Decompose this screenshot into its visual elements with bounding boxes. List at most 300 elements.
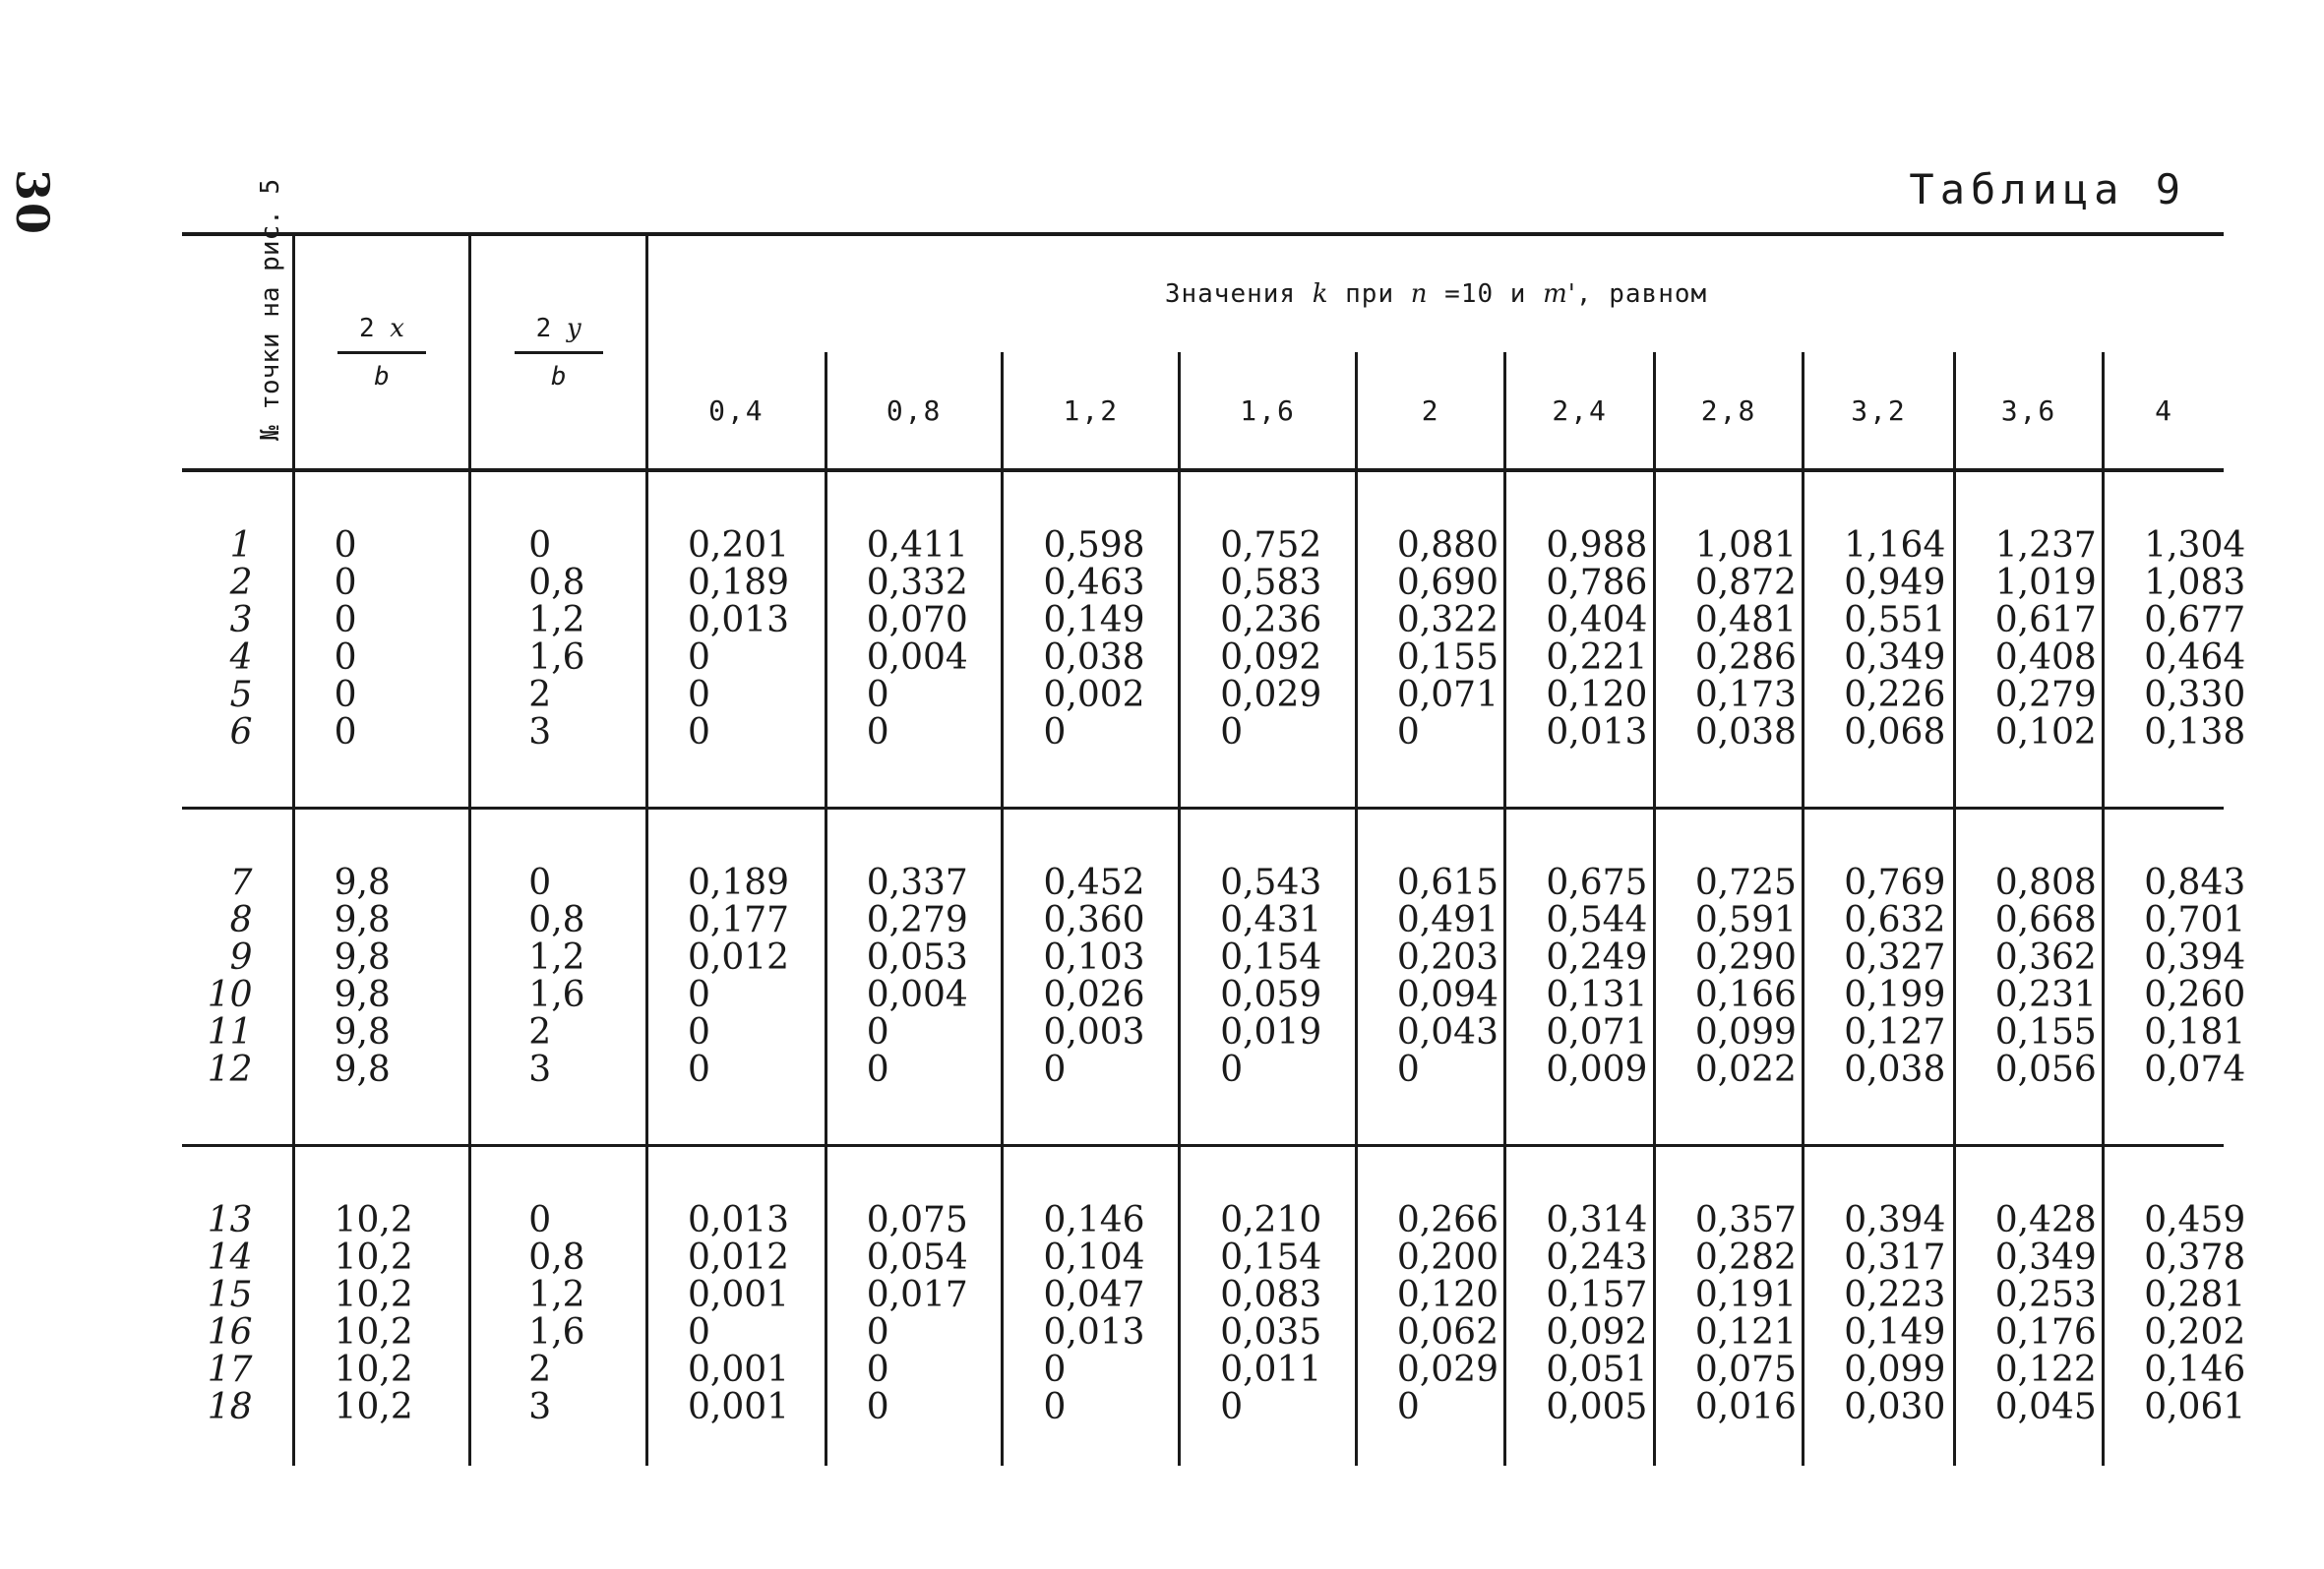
m-value-header: 3,2 [1804,352,1954,470]
span-suffix: , равном [1575,279,1708,309]
k-value-cell-entry: 0,236 [1220,600,1322,640]
k-value-cell-entry: 0,260 [2144,975,2246,1015]
k-value-cell-entry: 0,154 [1220,937,1322,978]
m-value-header: 2,4 [1505,352,1654,470]
y-ratio-cell-entry: 3 [528,712,552,753]
k-value-cell-entry: 0,005 [1546,1387,1648,1427]
k-value-cell-entry: 0,349 [1844,637,1946,678]
y-ratio-cell [470,1146,647,1467]
k-value-cell [1954,470,2103,809]
k-value-cell-entry: 0,053 [866,937,968,978]
k-value-cell-entry: 0 [1043,1050,1067,1090]
page-number: 30 [6,169,59,237]
y-ratio-cell-entry: 2 [528,675,552,715]
k-value-cell-entry: 0 [688,1050,710,1090]
point-number-cell-entry: 13 [207,1200,253,1240]
k-value-cell-entry: 0,279 [1994,675,2097,715]
y-ratio-cell-entry: 1,6 [528,975,585,1015]
k-value-cell-entry: 0,199 [1844,975,1946,1015]
k-value-cell-entry: 0,173 [1694,675,1797,715]
x-ratio-cell-entry: 10,2 [334,1275,413,1315]
k-value-cell-entry: 0,202 [2144,1312,2246,1353]
k-value-cell-entry: 0,038 [1694,712,1797,753]
k-value-cell-entry: 0,103 [1043,937,1145,978]
y-ratio-numerator [515,314,603,354]
k-value-cell-entry: 0,223 [1844,1275,1946,1315]
k-value-cell-entry: 0,949 [1844,563,1946,603]
k-value-cell-entry: 0,149 [1043,600,1145,640]
k-value-cell-entry: 0,327 [1844,937,1946,978]
k-value-cell-entry: 1,164 [1844,525,1946,566]
point-number-cell-entry: 15 [207,1275,253,1315]
k-value-cell-entry: 0,013 [688,600,790,640]
y-ratio-cell-entry: 0,8 [528,1237,585,1278]
k-value-cell-entry: 0,017 [866,1275,968,1315]
k-value-cell-entry: 0 [1396,1050,1420,1090]
k-value-cell-entry: 0,843 [2144,863,2246,903]
k-value-cell-entry: 0,062 [1396,1312,1498,1353]
point-number-cell-entry: 18 [207,1387,253,1427]
k-value-cell-entry: 0,725 [1694,863,1797,903]
k-value-cell [1505,1146,1654,1467]
k-value-cell-entry: 0,617 [1994,600,2097,640]
k-value-cell-entry: 0,411 [866,525,968,566]
y-ratio-cell [470,809,647,1146]
k-value-cell-entry: 0,026 [1043,975,1145,1015]
k-value-cell-entry: 0,035 [1220,1312,1322,1353]
k-value-cell [1954,1146,2103,1467]
y-ratio-cell-entry: 1,2 [528,1275,585,1315]
k-value-cell-entry: 0,543 [1220,863,1322,903]
k-value-cell-entry: 0,001 [688,1387,790,1427]
k-value-cell-entry: 0,459 [2144,1200,2246,1240]
x-ratio-cell-entry: 0 [334,563,357,603]
k-value-cell-entry: 0,872 [1694,563,1797,603]
k-value-cell-entry: 0,880 [1396,525,1498,566]
table-caption: Таблица 9 [1909,165,2186,213]
k-value-cell-entry: 0,210 [1220,1200,1322,1240]
k-value-cell-entry: 0,070 [866,600,968,640]
y-ratio-cell-entry: 1,6 [528,1312,585,1353]
k-value-cell [1804,470,1954,809]
point-number-cell-entry: 4 [229,637,253,678]
k-value-cell-entry: 0,051 [1546,1350,1648,1390]
k-value-cell-entry: 0,394 [2144,937,2246,978]
k-value-cell-entry: 0,668 [1994,900,2097,940]
y-ratio-cell-entry: 0 [528,525,552,566]
k-value-cell-entry: 0,003 [1043,1012,1145,1053]
k-value-cell-entry: 0,675 [1546,863,1648,903]
x-ratio-cell-entry: 9,8 [334,1012,391,1053]
k-value-cell [826,470,1003,809]
k-value-cell-entry: 0,201 [688,525,790,566]
k-value-cell-entry: 0,290 [1694,937,1797,978]
k-value-cell-entry: 0,378 [2144,1237,2246,1278]
k-value-cell [826,1146,1003,1467]
k-value-cell-entry: 0,075 [1694,1350,1797,1390]
k-value-cell-entry: 0,047 [1043,1275,1145,1315]
y-ratio-cell-entry: 0 [528,1200,552,1240]
point-number-cell-entry: 12 [207,1050,253,1090]
k-value-cell-entry: 0,138 [2144,712,2246,753]
span-n: n [1410,279,1429,309]
k-value-cell-entry: 0,330 [2144,675,2246,715]
k-value-cell-entry: 0,314 [1546,1200,1648,1240]
k-value-cell-entry: 0,092 [1220,637,1322,678]
k-value-cell-entry: 0,146 [1043,1200,1145,1240]
y-ratio-cell-entry: 1,6 [528,637,585,678]
m-value-header: 1,2 [1003,352,1180,470]
k-value-cell-entry: 0,054 [866,1237,968,1278]
k-value-cell [1180,1146,1357,1467]
k-value-cell-entry: 0,266 [1396,1200,1498,1240]
k-value-cell [1654,470,1803,809]
point-number-cell-entry: 8 [229,900,253,940]
x-ratio-cell-entry: 9,8 [334,937,391,978]
k-value-cell-entry: 0 [1043,1387,1067,1427]
k-value-cell-entry: 0,104 [1043,1237,1145,1278]
m-value-header: 0,8 [826,352,1003,470]
header-row-1 [182,234,2224,352]
k-value-cell [2104,1146,2246,1467]
k-value-cell-entry: 0,332 [866,563,968,603]
k-value-cell-entry: 0,701 [2144,900,2246,940]
k-value-cell-entry: 0,029 [1220,675,1322,715]
k-value-cell-entry: 0,154 [1220,1237,1322,1278]
x-ratio-fraction [337,314,426,392]
k-value-cell-entry: 0,127 [1844,1012,1946,1053]
x-ratio-cell-entry: 9,8 [334,975,391,1015]
k-value-cell-entry: 0,808 [1994,863,2097,903]
point-number-cell [182,1146,293,1467]
k-value-cell-entry: 0 [866,1350,889,1390]
k-value-cell [2104,809,2246,1146]
k-value-cell [647,1146,826,1467]
point-number-cell-entry: 10 [207,975,253,1015]
y-ratio-cell-entry: 1,2 [528,937,585,978]
y-ratio-cell-entry: 0,8 [528,563,585,603]
k-value-cell-entry: 0,286 [1694,637,1797,678]
m-value-header: 1,6 [1180,352,1357,470]
k-value-cell-entry: 0,068 [1844,712,1946,753]
k-value-cell-entry: 0,013 [1043,1312,1145,1353]
k-value-cell-entry: 0,408 [1994,637,2097,678]
k-value-cell-entry: 0,149 [1844,1312,1946,1353]
k-value-cell-entry: 0,615 [1396,863,1498,903]
k-value-cell-entry: 0,362 [1994,937,2097,978]
k-value-cell-entry: 0 [866,1387,889,1427]
k-value-cell-entry: 0,022 [1694,1050,1797,1090]
k-value-cell-entry: 0,012 [688,937,790,978]
k-value-cell [1003,809,1180,1146]
k-value-cell [1804,809,1954,1146]
point-number-cell-entry: 17 [207,1350,253,1390]
k-value-cell-entry: 0,322 [1396,600,1498,640]
k-value-cell-entry: 0,786 [1546,563,1648,603]
y-ratio-cell-entry: 0,8 [528,900,585,940]
k-value-cell-entry: 0,404 [1546,600,1648,640]
point-number-cell-entry: 16 [207,1312,253,1353]
k-value-cell-entry: 0,019 [1220,1012,1322,1053]
k-value-cell-entry: 0,061 [2144,1387,2246,1427]
k-value-cell [1654,809,1803,1146]
k-value-cell-entry: 0,598 [1043,525,1145,566]
k-value-cell-entry: 0,988 [1546,525,1648,566]
k-value-cell-entry: 0,030 [1844,1387,1946,1427]
k-value-cell-entry: 0 [688,637,710,678]
m-value-header: 2,8 [1654,352,1803,470]
span-prefix: Значения [1164,279,1313,309]
k-value-cell-entry: 0,155 [1994,1012,2097,1053]
k-value-cell [1356,809,1504,1146]
k-value-cell-entry: 0,231 [1994,975,2097,1015]
k-value-cell-entry: 0,551 [1844,600,1946,640]
k-value-cell-entry: 0,155 [1396,637,1498,678]
k-value-cell-entry: 0,146 [2144,1350,2246,1390]
span-eq: =10 и [1428,279,1544,309]
k-value-cell-entry: 0,249 [1546,937,1648,978]
k-value-cell-entry: 0,191 [1694,1275,1797,1315]
point-number-cell-entry: 5 [229,675,253,715]
m-value-header: 3,6 [1954,352,2103,470]
point-group-row [182,809,2224,1146]
k-value-cell-entry: 0,583 [1220,563,1322,603]
k-value-cell-entry: 0,221 [1546,637,1648,678]
k-value-cell-entry: 0,013 [688,1200,790,1240]
span-m: m' [1543,279,1576,309]
k-value-cell-entry: 0,243 [1546,1237,1648,1278]
k-value-cell-entry: 0 [1396,712,1420,753]
y-ratio-fraction [515,314,603,392]
x-ratio-header [293,234,470,470]
k-value-cell-entry: 0,013 [1546,712,1648,753]
k-value-cell-entry: 0 [866,1312,889,1353]
k-value-cell-entry: 0,157 [1546,1275,1648,1315]
k-value-cell-entry: 0,317 [1844,1237,1946,1278]
k-value-cell-entry: 0,464 [2144,637,2246,678]
k-value-cell [1180,470,1357,809]
k-value-cell-entry: 0,394 [1844,1200,1946,1240]
k-value-cell [1954,809,2103,1146]
k-value-cell-entry: 0,177 [688,900,790,940]
k-value-cell-entry: 0,004 [866,975,968,1015]
y-ratio-header [470,234,647,470]
k-value-cell-entry: 0 [866,1012,889,1053]
k-values-span-header [647,234,2224,352]
x-ratio-cell-entry: 0 [334,600,357,640]
k-value-cell-entry: 0 [1043,1350,1067,1390]
k-value-cell-entry: 0,282 [1694,1237,1797,1278]
k-value-cell-entry: 0,189 [688,863,790,903]
x-ratio-num-coef: 2 [358,313,375,343]
y-ratio-num-var: y [566,313,581,343]
x-ratio-cell-entry: 9,8 [334,900,391,940]
y-ratio-cell-entry: 3 [528,1050,552,1090]
k-value-cell-entry: 0,092 [1546,1312,1648,1353]
y-ratio-cell-entry: 2 [528,1012,552,1053]
span-k: k [1312,279,1329,309]
x-ratio-cell-entry: 10,2 [334,1387,413,1427]
k-value-cell-entry: 0 [688,975,710,1015]
k-value-cell-entry: 0 [866,712,889,753]
k-value-cell-entry: 1,304 [2144,525,2246,566]
x-ratio-cell-entry: 9,8 [334,863,391,903]
k-value-cell-entry: 1,083 [2144,563,2246,603]
k-value-cell-entry: 0,253 [1994,1275,2097,1315]
k-value-cell-entry: 0,769 [1844,863,1946,903]
k-value-cell-entry: 0 [688,675,710,715]
k-value-cell-entry: 0,121 [1694,1312,1797,1353]
k-value-cell [2104,470,2246,809]
k-value-cell [1505,470,1654,809]
k-value-cell-entry: 0,677 [2144,600,2246,640]
k-value-cell-entry: 0,481 [1694,600,1797,640]
k-value-cell-entry: 0,279 [866,900,968,940]
k-value-cell-entry: 0 [866,675,889,715]
k-value-cell-entry: 0,131 [1546,975,1648,1015]
k-value-cell-entry: 0,203 [1396,937,1498,978]
y-ratio-denominator: b [550,361,567,392]
k-value-cell-entry: 0,099 [1844,1350,1946,1390]
x-ratio-cell-entry: 0 [334,525,357,566]
k-value-cell-entry: 0,491 [1396,900,1498,940]
k-value-cell-entry: 0,452 [1043,863,1145,903]
span-mid: при [1328,279,1411,309]
k-value-cell-entry: 0,122 [1994,1350,2097,1390]
k-value-cell-entry: 0 [1220,1387,1244,1427]
k-value-cell-entry: 0,431 [1220,900,1322,940]
k-value-cell-entry: 0,001 [688,1275,790,1315]
k-value-cell-entry: 0,357 [1694,1200,1797,1240]
k-value-cell-entry: 0,189 [688,563,790,603]
x-ratio-cell-entry: 9,8 [334,1050,391,1090]
k-value-cell [647,470,826,809]
x-ratio-denominator: b [374,361,390,392]
y-ratio-cell-entry: 3 [528,1387,552,1427]
point-number-cell-entry: 2 [229,563,253,603]
point-number-cell-entry: 14 [207,1237,253,1278]
k-value-cell-entry: 0,059 [1220,975,1322,1015]
k-value-cell [1356,470,1504,809]
k-value-cell-entry: 0,102 [1994,712,2097,753]
k-value-cell-entry: 0,071 [1396,675,1498,715]
k-value-cell [1804,1146,1954,1467]
k-value-cell-entry: 0,011 [1220,1350,1322,1390]
k-value-cell-entry: 0,360 [1043,900,1145,940]
k-value-cell-entry: 0,120 [1546,675,1648,715]
point-group-row [182,1146,2224,1467]
k-value-cell-entry: 0,337 [866,863,968,903]
k-value-cell-entry: 0,463 [1043,563,1145,603]
k-value-cell-entry: 0,083 [1220,1275,1322,1315]
k-value-cell-entry: 0,349 [1994,1237,2097,1278]
k-value-cell-entry: 0,004 [866,637,968,678]
k-value-cell-entry: 1,237 [1994,525,2097,566]
k-value-cell-entry: 0,045 [1994,1387,2097,1427]
y-ratio-num-coef: 2 [535,313,552,343]
y-ratio-cell-entry: 2 [528,1350,552,1390]
y-ratio-cell [470,470,647,809]
k-value-cell-entry: 0,591 [1694,900,1797,940]
k-value-cell-entry: 0 [688,1312,710,1353]
k-value-cell [1003,1146,1180,1467]
point-number-cell-entry: 7 [229,863,253,903]
k-value-cell [1356,1146,1504,1467]
k-value-cell-entry: 0,012 [688,1237,790,1278]
k-value-cell [1003,470,1180,809]
k-value-cell [826,809,1003,1146]
k-value-cell-entry: 0 [1220,1050,1244,1090]
point-group-row [182,470,2224,809]
x-ratio-cell-entry: 10,2 [334,1237,413,1278]
point-number-header [182,178,293,470]
point-number-cell-entry: 9 [229,937,253,978]
k-value-cell [1505,809,1654,1146]
y-ratio-cell-entry: 1,2 [528,600,585,640]
k-value-cell-entry: 1,019 [1994,563,2097,603]
point-number-label: № точки на рис. 5 [256,178,285,441]
k-value-cell-entry: 0,071 [1546,1012,1648,1053]
point-number-cell-entry: 1 [229,525,253,566]
k-value-cell-entry: 0,200 [1396,1237,1498,1278]
m-value-header: 0,4 [647,352,826,470]
k-value-cell-entry: 0 [688,712,710,753]
x-ratio-cell [293,809,470,1146]
k-value-cell [1654,1146,1803,1467]
k-value-cell [1180,809,1357,1146]
k-value-cell-entry: 0,016 [1694,1387,1797,1427]
x-ratio-cell [293,1146,470,1467]
x-ratio-cell-entry: 10,2 [334,1200,413,1240]
k-value-cell-entry: 0,176 [1994,1312,2097,1353]
k-value-cell-entry: 0,281 [2144,1275,2246,1315]
k-value-cell-entry: 0,029 [1396,1350,1498,1390]
x-ratio-cell-entry: 10,2 [334,1312,413,1353]
k-value-cell-entry: 0,428 [1994,1200,2097,1240]
k-value-cell-entry: 0,544 [1546,900,1648,940]
k-value-cell-entry: 0,074 [2144,1050,2246,1090]
k-value-cell-entry: 0 [1220,712,1244,753]
k-value-cell-entry: 1,081 [1694,525,1797,566]
y-ratio-cell-entry: 0 [528,863,552,903]
x-ratio-num-var: x [390,313,404,343]
k-value-cell-entry: 0,120 [1396,1275,1498,1315]
point-number-cell-entry: 3 [229,600,253,640]
k-value-cell-entry: 0,002 [1043,675,1145,715]
x-ratio-cell [293,470,470,809]
k-value-cell-entry: 0,009 [1546,1050,1648,1090]
m-value-header: 4 [2104,352,2224,470]
x-ratio-cell-entry: 0 [334,637,357,678]
point-number-cell [182,470,293,809]
k-value-cell-entry: 0 [866,1050,889,1090]
k-value-cell-entry: 0,038 [1844,1050,1946,1090]
k-value-cell-entry: 0,752 [1220,525,1322,566]
k-value-cell-entry: 0,094 [1396,975,1498,1015]
k-value-cell-entry: 0,099 [1694,1012,1797,1053]
point-number-cell [182,809,293,1146]
x-ratio-numerator [337,314,426,354]
k-value-cell-entry: 0 [1043,712,1067,753]
k-value-cell-entry: 0,226 [1844,675,1946,715]
k-value-cell-entry: 0,690 [1396,563,1498,603]
x-ratio-cell-entry: 10,2 [334,1350,413,1390]
k-value-cell-entry: 0,632 [1844,900,1946,940]
k-value-cell-entry: 0,038 [1043,637,1145,678]
k-value-cell [647,809,826,1146]
k-value-cell-entry: 0,056 [1994,1050,2097,1090]
k-value-cell-entry: 0 [1396,1387,1420,1427]
